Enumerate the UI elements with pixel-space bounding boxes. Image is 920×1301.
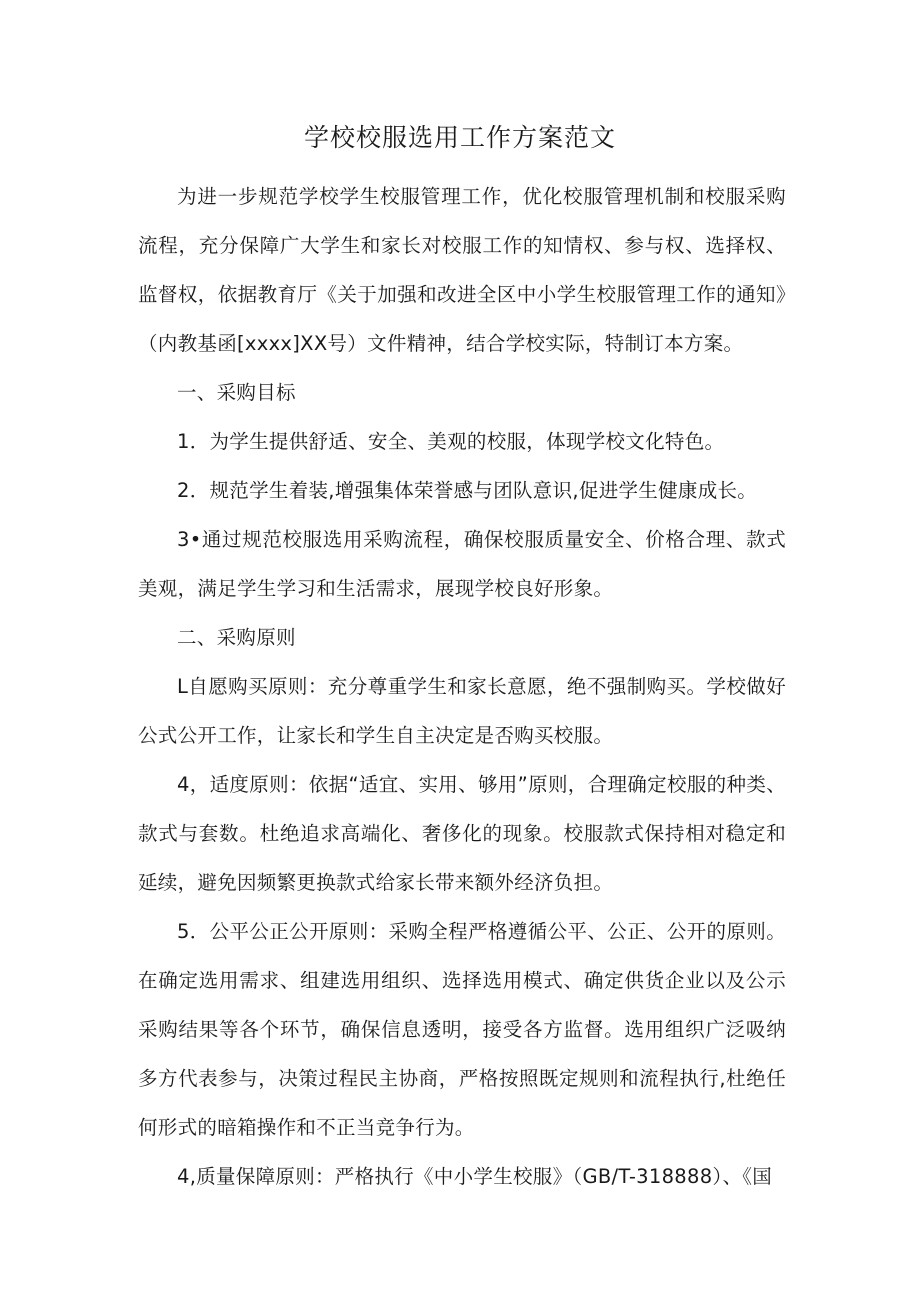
goal-item-2: 2．规范学生着装,增强集体荣誉感与团队意识,促进学生健康成长。 [177, 479, 758, 502]
principle-item-voluntary: L自愿购买原则：充分尊重学生和家长意愿，绝不强制购买。学校做好公式公开工作，让家长和学生自主决定是否购买校服。 [138, 675, 786, 747]
section-heading-goals: 一、采购目标 [177, 381, 296, 404]
goal-item-1: 1．为学生提供舒适、安全、美观的校服，体现学校文化特色。 [177, 430, 725, 453]
document-title: 学校校服选用工作方案范文 [303, 123, 616, 152]
principle-item-quality: 4,质量保障原则：严格执行《中小学生校服》（GB/T-318888）、《国 [177, 1165, 773, 1188]
intro-paragraph: 为进一步规范学校学生校服管理工作，优化校服管理机制和校服采购流程，充分保障广大学生和家长对校服工作的知情权、参与权、选择权、监督权，依据教育厅《关于加强和改进全区中小学生校服管理工作的通知》（内教基函[xxxx]XX号）文件精神，结合学校实际，特制订本方案。 [138, 185, 786, 355]
goal-item-3: 3•通过规范校服选用采购流程，确保校服质量安全、价格合理、款式美观，满足学生学习和生活需求，展现学校良好形象。 [138, 528, 786, 600]
principle-item-fairness: 5．公平公正公开原则：采购全程严格遵循公平、公正、公开的原则。在确定选用需求、组建选用组织、选择选用模式、确定供货企业以及公示采购结果等各个环节，确保信息透明，接受各方监督。选用组织广泛吸纳多方代表参与，决策过程民主协商，严格按照既定规则和流程执行,杜绝任何形式的暗箱操作和不正当竞争行为。 [138, 920, 786, 1139]
document-body [138, 172, 786, 1201]
section-heading-principles: 二、采购原则 [177, 626, 296, 649]
principle-item-moderate: 4，适度原则：依据“适宜、实用、够用”原则，合理确定校服的种类、款式与套数。杜绝追求高端化、奢侈化的现象。校服款式保持相对稳定和延续，避免因频繁更换款式给家长带来额外经济负担。 [138, 773, 786, 894]
